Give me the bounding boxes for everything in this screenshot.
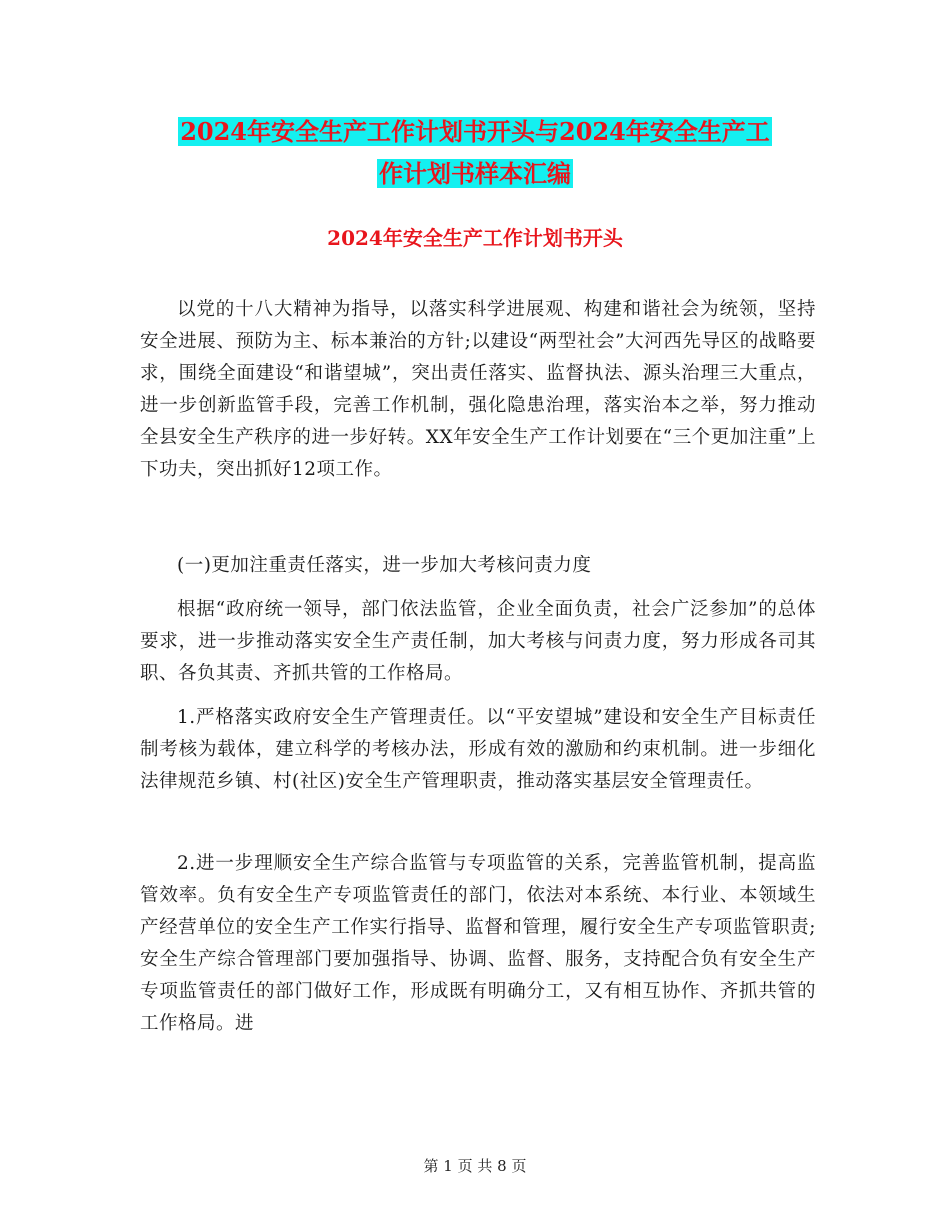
body-text bbox=[140, 594, 816, 690]
paragraph: 2.进一步理顺安全生产综合监管与专项监管的关系，完善监管机制，提高监管效率。负有安全生产专项监管责任的部门，依法对本系统、本行业、本领域生产经营单位的安全生产工作实行指导、监督和管理，履行安全生产专项监管职责;安全生产综合管理部门要加强指导、协调、监督、服务，支持配合负有安全生产专项监管责任的部门做好工作，形成既有明确分工，又有相互协作、齐抓共管的工作格局。进 bbox=[140, 853, 816, 1034]
paragraph: 以党的十八大精神为指导，以落实科学进展观、构建和谐社会为统领，坚持安全进展、预防为主、标本兼治的方针;以建设“两型社会”大河西先导区的战略要求，围绕全面建设“和谐望城”，突出责任落实、监督执法、源头治理三大重点，进一步创新监管手段，完善工作机制，强化隐患治理，落实治本之举，努力推动全县安全生产秩序的进一步好转。XX年安全生产工作计划要在“三个更加注重”上下功夫，突出抓好12项工作。 bbox=[140, 299, 816, 480]
body-text bbox=[140, 848, 816, 1040]
title-highlight: 2024年安全生产工作计划书开头与2024年安全生产工 bbox=[180, 117, 770, 146]
page-number-footer: 第 1 页 共 8 页 bbox=[423, 1157, 527, 1175]
body-text bbox=[140, 702, 816, 798]
document-title-line-2 bbox=[0, 154, 950, 194]
document-title-line-1 bbox=[0, 112, 950, 152]
section-title: 2024年安全生产工作计划书开头 bbox=[327, 226, 623, 250]
paragraph: 1.严格落实政府安全生产管理责任。以“平安望城”建设和安全生产目标责任制考核为载体，建立科学的考核办法，形成有效的激励和约束机制。进一步细化法律规范乡镇、村(社区)安全生产管理职责，推动落实基层安全管理责任。 bbox=[140, 707, 816, 792]
title-highlight: 作计划书样本汇编 bbox=[379, 159, 571, 188]
paragraph: 根据“政府统一领导，部门依法监管，企业全面负责，社会广泛参加”的总体要求，进一步推动落实安全生产责任制，加大考核与问责力度，努力形成各司其职、各负其责、齐抓共管的工作格局。 bbox=[140, 599, 816, 684]
subheading: (一)更加注重责任落实，进一步加大考核问责力度 bbox=[177, 555, 592, 576]
body-text bbox=[140, 550, 816, 582]
body-text bbox=[140, 294, 816, 486]
